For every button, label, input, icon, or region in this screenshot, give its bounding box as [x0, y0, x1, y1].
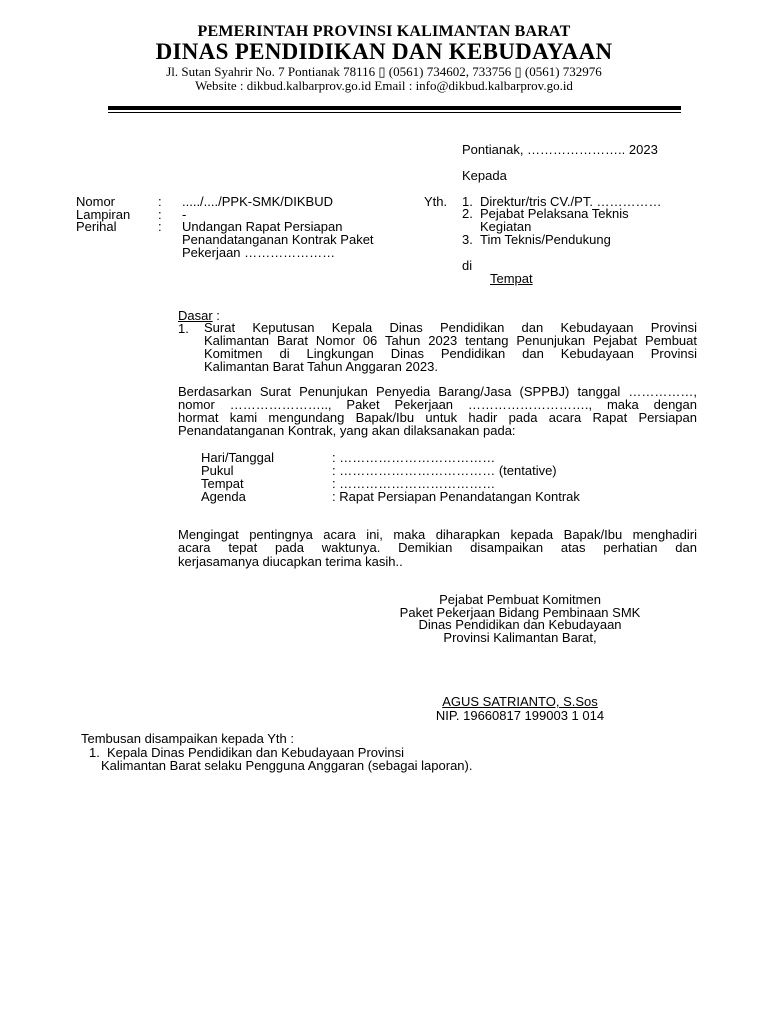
letterhead-divider-thin	[108, 112, 681, 113]
signature-title: Pejabat Pembuat Komitmen	[439, 592, 601, 607]
dasar-item-number: 1.	[178, 321, 189, 336]
signature-title: Dinas Pendidikan dan Kebudayaan	[418, 617, 622, 632]
recipient-item: Direktur/tris CV./PT. ……………	[480, 194, 662, 209]
agenda-label: Agenda	[201, 489, 246, 504]
recipient-item-continued: Kegiatan	[480, 219, 532, 234]
letterhead-website: Website : dikbud.kalbarprov.go.id Email : info@dikbud.kalbarprov.go.id	[195, 78, 573, 93]
closing-paragraph-line: kerjasamanya diucapkan terima kasih..	[178, 554, 403, 569]
recipient-item: Pejabat Pelaksana Teknis	[480, 206, 629, 221]
recipient-item: Tim Teknis/Pendukung	[480, 232, 611, 247]
agenda-label: Hari/Tanggal	[201, 450, 274, 465]
recipient-num: 2.	[462, 206, 473, 221]
recipient-num: 1.	[462, 194, 473, 209]
lampiran-colon: :	[158, 207, 162, 222]
tembusan-line: Kalimantan Barat selaku Pengguna Anggaran (sebagai laporan).	[101, 758, 473, 773]
place-date: Pontianak, ………………….. 2023	[462, 142, 658, 157]
dasar-label: Dasar	[178, 308, 213, 323]
letterhead-agency: DINAS PENDIDIKAN DAN KEBUDAYAAN	[155, 39, 613, 64]
tembusan-title: Tembusan disampaikan kepada Yth :	[81, 731, 294, 746]
signatory-name: AGUS SATRIANTO, S.Sos	[442, 694, 598, 709]
letterhead-government: PEMERINTAH PROVINSI KALIMANTAN BARAT	[197, 23, 571, 40]
agenda-label: Tempat	[201, 476, 244, 491]
agenda-value: : ………………………………	[332, 450, 496, 465]
di-label: di	[462, 258, 473, 273]
body-paragraph-line: Berdasarkan Surat Penunjukan Penyedia Barang/Jasa (SPPBJ) tanggal ……………,	[178, 384, 697, 399]
closing-paragraph-line: Mengingat pentingnya acara ini, maka diharapkan kepada Bapak/Ibu menghadiri	[178, 527, 697, 542]
perihal-line-1: Undangan Rapat Persiapan	[182, 219, 343, 234]
nomor-colon: :	[158, 194, 162, 209]
signature-title: Provinsi Kalimantan Barat,	[443, 630, 597, 645]
recipient-num: 3.	[462, 232, 473, 247]
lampiran-value: -	[182, 207, 187, 222]
dasar-line: Surat Keputusan Kepala Dinas Pendidikan dan Kebudayaan Provinsi	[204, 320, 697, 335]
body-paragraph-line: nomor ………………….., Paket Pekerjaan ………………………., maka dengan	[178, 397, 697, 412]
body-paragraph-line: Penandatanganan Kontrak, yang akan dilaksanakan pada:	[178, 423, 516, 438]
dasar-colon: :	[212, 308, 220, 323]
signatory-name-row	[395, 694, 645, 709]
dasar-line: Komitmen di Lingkungan Dinas Pendidikan dan Kebudayaan Provinsi	[204, 346, 697, 361]
agenda-label: Pukul	[201, 463, 234, 478]
letterhead-divider-thick	[108, 106, 681, 110]
signature-title: Paket Pekerjaan Bidang Pembinaan SMK	[399, 605, 641, 620]
agenda-value: : ………………………………	[332, 476, 496, 491]
tempat-label: Tempat	[490, 271, 533, 286]
perihal-line-2: Penandatanganan Kontrak Paket	[182, 232, 374, 247]
nomor-label: Nomor	[76, 194, 116, 209]
lampiran-label: Lampiran	[76, 207, 131, 222]
perihal-label: Perihal	[76, 219, 117, 234]
dasar-line: Kalimantan Barat Nomor 06 Tahun 2023 tentang Penunjukan Pejabat Pembuat	[204, 333, 697, 348]
agenda-value: : ……………………………… (tentative)	[332, 463, 557, 478]
nomor-value: ...../..../PPK-SMK/DIKBUD	[182, 194, 333, 209]
tembusan-line: Kepala Dinas Pendidikan dan Kebudayaan Provinsi	[107, 745, 405, 760]
dasar-line: Kalimantan Barat Tahun Anggaran 2023.	[204, 359, 438, 374]
body-paragraph-line: hormat kami mengundang Bapak/Ibu untuk hadir pada acara Rapat Persiapan	[178, 410, 697, 425]
to-label: Kepada	[462, 168, 507, 183]
perihal-line-3: Pekerjaan …………………	[182, 245, 336, 260]
signatory-nip: NIP. 19660817 199003 1 014	[435, 708, 605, 723]
letterhead-address: Jl. Sutan Syahrir No. 7 Pontianak 78116 ▯ (0561) 734602, 733756 ▯ (0561) 732976	[166, 64, 602, 79]
agenda-value: : Rapat Persiapan Penandatangan Kontrak	[332, 489, 580, 504]
closing-paragraph-line: acara tepat pada waktunya. Demikian disampaikan atas perhatian dan	[178, 540, 697, 555]
yth-label: Yth.	[424, 194, 448, 209]
perihal-colon: :	[158, 219, 162, 234]
tembusan-number: 1.	[89, 745, 100, 760]
